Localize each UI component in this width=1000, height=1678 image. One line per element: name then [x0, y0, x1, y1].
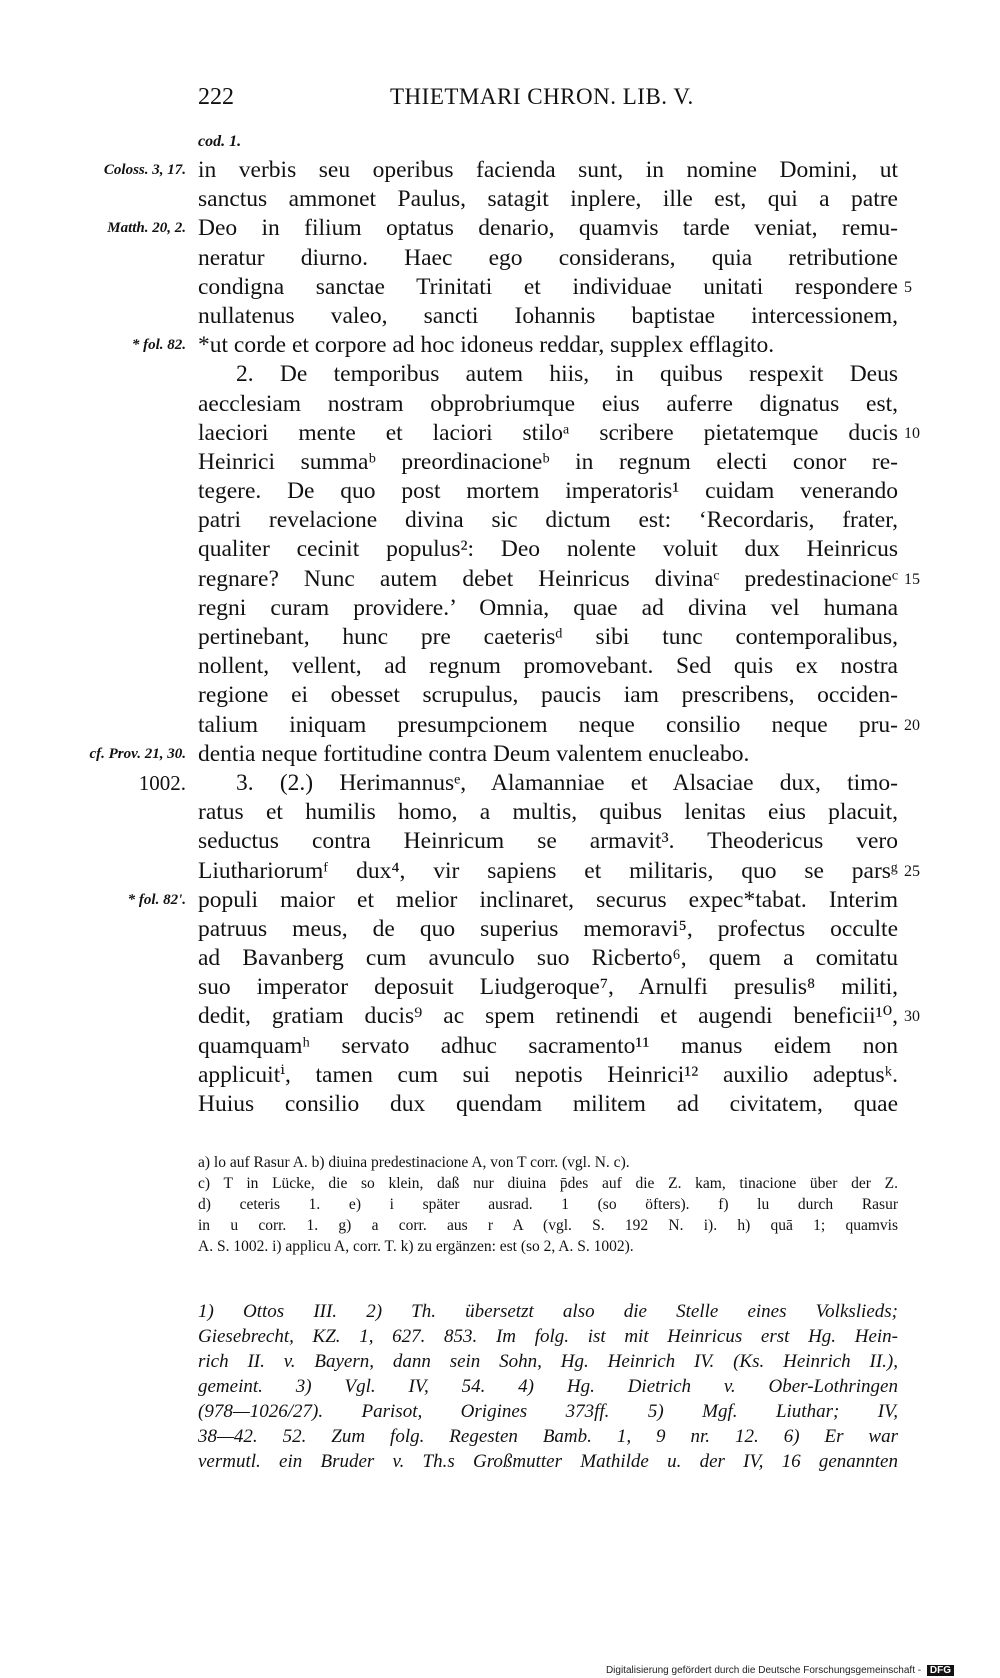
text-line: [198, 360, 898, 389]
footnote-line: vermutl. ein Bruder v. Th.s Großmutter Mathilde u. der IV, 16 genannten: [198, 1451, 898, 1472]
text-line: [198, 535, 898, 564]
line-text: nollent, vellent, ad regnum promovebant. Sed quis ex nostra: [198, 653, 898, 680]
text-line: [198, 1090, 898, 1119]
line-text: patruus meus, de quo superius memoravi⁵, profectus occulte: [198, 915, 898, 942]
line-text: applicuitⁱ, tamen cum sui nepotis Heinrici¹² auxilio adeptusᵏ.: [198, 1061, 898, 1088]
line-text: neratur diurno. Haec ego considerans, quia retributione: [198, 244, 898, 271]
line-text: patri revelacione divina sic dictum est: ‘Recordaris, frater,: [198, 507, 898, 534]
text-line: [198, 302, 898, 331]
line-text: sanctus ammonet Paulus, satagit inplere, ille est, qui a patre: [198, 186, 898, 213]
margin-reference: * fol. 82.: [131, 337, 186, 354]
line-text: condigna sanctae Trinitati et individuae unitati respondere: [198, 273, 898, 300]
line-text: nullatenus valeo, sancti Iohannis baptistae intercessionem,: [198, 302, 898, 329]
line-text: Deo in filium optatus denario, quamvis tarde veniat, remu-: [198, 215, 898, 242]
footnote-line: 38—42. 52. Zum folg. Regesten Bamb. 1, 9 nr. 12. 6) Er war: [198, 1426, 898, 1447]
line-text: aecclesiam nostram obprobriumque eius auferre dignatus est,: [198, 390, 898, 417]
text-line: [198, 857, 920, 886]
text-line: [198, 1061, 898, 1090]
apparatus-line: in u corr. 1. g) a corr. aus r A (vgl. S. 192 N. i). h) quā 1; quamvis: [198, 1217, 898, 1234]
line-number: 10: [904, 424, 920, 442]
margin-reference: Matth. 20, 2.: [107, 220, 186, 237]
text-line: [198, 973, 898, 1002]
text-line: [198, 944, 898, 973]
line-number: 15: [904, 570, 920, 588]
line-number: 25: [904, 862, 920, 880]
line-text: talium iniquam presumpcionem neque consilio neque pru-: [198, 711, 898, 738]
text-line: [138, 769, 898, 798]
line-text: 2. De temporibus autem hiis, in quibus respexit Deus: [236, 361, 898, 388]
footnote-line: gemeint. 3) Vgl. IV, 54. 4) Hg. Dietrich v. Ober-Lothringen: [198, 1376, 898, 1397]
text-line: [198, 448, 898, 477]
footnote-line: rich II. v. Bayern, dann sein Sohn, Hg. Heinrich IV. (Ks. Heinrich II.),: [198, 1351, 898, 1372]
line-text: pertinebant, hunc pre caeterisᵈ sibi tunc contemporalibus,: [198, 624, 898, 650]
line-text: regione ei obesset scrupulus, paucis iam prescribens, occiden-: [198, 682, 898, 709]
text-line: [198, 711, 920, 740]
line-text: qualiter cecinit populus²: Deo nolente voluit dux Heinricus: [198, 536, 898, 563]
text-line: [107, 214, 898, 243]
text-line: [198, 273, 912, 302]
line-text: regni curam providere.’ Omnia, quae ad divina vel humana: [198, 594, 898, 621]
line-text: regnare? Nunc autem debet Heinricus divinaᶜ predestinacioneᶜ: [198, 565, 898, 592]
apparatus-line: d) ceteris 1. e) i später ausrad. 1 (so öfters). f) lu durch Rasur: [198, 1196, 898, 1213]
line-text: quamquamʰ servato adhuc sacramento¹¹ manus eidem non: [198, 1032, 898, 1059]
digitization-credit: [606, 1665, 954, 1676]
text-line: [127, 886, 898, 915]
running-title: THIETMARI CHRON. LIB. V.: [390, 84, 694, 109]
text-line: [198, 623, 898, 652]
apparatus-line: a) lo auf Rasur A. b) diuina predestinacione A, von T corr. (vgl. N. c).: [198, 1154, 630, 1171]
text-line: [198, 419, 920, 448]
line-text: Heinrici summaᵇ preordinacioneᵇ in regnum electi conor re-: [198, 448, 898, 475]
margin-reference: Coloss. 3, 17.: [103, 162, 186, 178]
text-line: [198, 244, 898, 273]
footnote-line: (978—1026/27). Parisot, Origines 373ff. 5) Mgf. Liuthar; IV,: [198, 1401, 898, 1422]
line-number: 20: [904, 716, 920, 734]
text-line: [198, 798, 898, 827]
line-text: ratus et humilis homo, a multis, quibus lenitas eius placuit,: [198, 799, 898, 826]
line-text: Huius consilio dux quendam militem ad civitatem, quae: [198, 1091, 898, 1117]
line-text: 3. (2.) Herimannusᵉ, Alamanniae et Alsaciae dux, timo-: [236, 769, 898, 796]
text-line: [198, 1002, 920, 1031]
margin-reference: cf. Prov. 21, 30.: [89, 745, 186, 762]
text-line: [198, 477, 898, 506]
page-number: 222: [198, 84, 234, 110]
dfg-logo: DFG: [927, 1665, 954, 1676]
line-text: tegere. De quo post mortem imperatoris¹ cuidam venerando: [198, 478, 898, 505]
main-text: [89, 156, 920, 1119]
line-number: 5: [904, 278, 912, 296]
footnotes: [198, 1299, 898, 1474]
line-text: dentia neque fortitudine contra Deum valentem enucleabo.: [198, 740, 750, 767]
footnote-line: Giesebrecht, KZ. 1, 627. 853. Im folg. ist mit Heinricus erst Hg. Hein-: [198, 1326, 898, 1347]
text-line: [131, 331, 898, 360]
text-line: [198, 185, 898, 214]
text-line: [198, 565, 920, 594]
text-line: [198, 506, 898, 535]
line-text: ad Bavanberg cum avunculo suo Ricberto⁶, quem a comitatu: [198, 945, 898, 972]
text-line: [89, 740, 898, 769]
digitization-text: Digitalisierung gefördert durch die Deutsche Forschungsgemeinschaft -: [605, 1665, 922, 1676]
line-text: seductus contra Heinricum se armavit³. Theodericus vero: [198, 828, 898, 855]
text-line: [198, 594, 898, 623]
line-text: in verbis seu operibus facienda sunt, in nomine Domini, ut: [198, 157, 898, 183]
critical-apparatus: [198, 1152, 898, 1257]
text-line: [198, 827, 898, 856]
text-line: [198, 652, 898, 681]
margin-reference: * fol. 82'.: [127, 891, 186, 908]
line-number: 30: [904, 1008, 920, 1026]
margin-year: 1002.: [138, 770, 186, 795]
codex-note: cod. 1.: [198, 133, 242, 150]
text-line: [103, 156, 898, 185]
line-text: laeciori mente et laciori stiloᵃ scribere pietatemque ducis: [198, 419, 898, 446]
text-line: [198, 1032, 898, 1061]
apparatus-line: c) T in Lücke, die so klein, daß nur diuina p̄des auf die Z. kam, tinacione über der Z.: [198, 1175, 898, 1192]
line-text: Liuthariorumᶠ dux⁴, vir sapiens et militaris, quo se parsᵍ: [198, 857, 898, 884]
text-line: [198, 681, 898, 710]
text-line: [198, 915, 898, 944]
line-text: *ut corde et corpore ad hoc idoneus reddar, supplex efflagito.: [198, 332, 775, 359]
line-text: populi maior et melior inclinaret, securus expec*tabat. Interim: [198, 886, 898, 913]
page-header: [198, 84, 758, 120]
apparatus-line: A. S. 1002. i) applicu A, corr. T. k) zu ergänzen: est (so 2, A. S. 1002).: [198, 1238, 634, 1255]
line-text: suo imperator deposuit Liudgeroque⁷, Arnulfi presulis⁸ militi,: [198, 974, 898, 1001]
line-text: dedit, gratiam ducis⁹ ac spem retinendi et augendi beneficii¹⁰,: [198, 1003, 898, 1030]
text-line: [198, 390, 898, 419]
footnote-line: 1) Ottos III. 2) Th. übersetzt also die Stelle eines Volkslieds;: [198, 1301, 898, 1322]
